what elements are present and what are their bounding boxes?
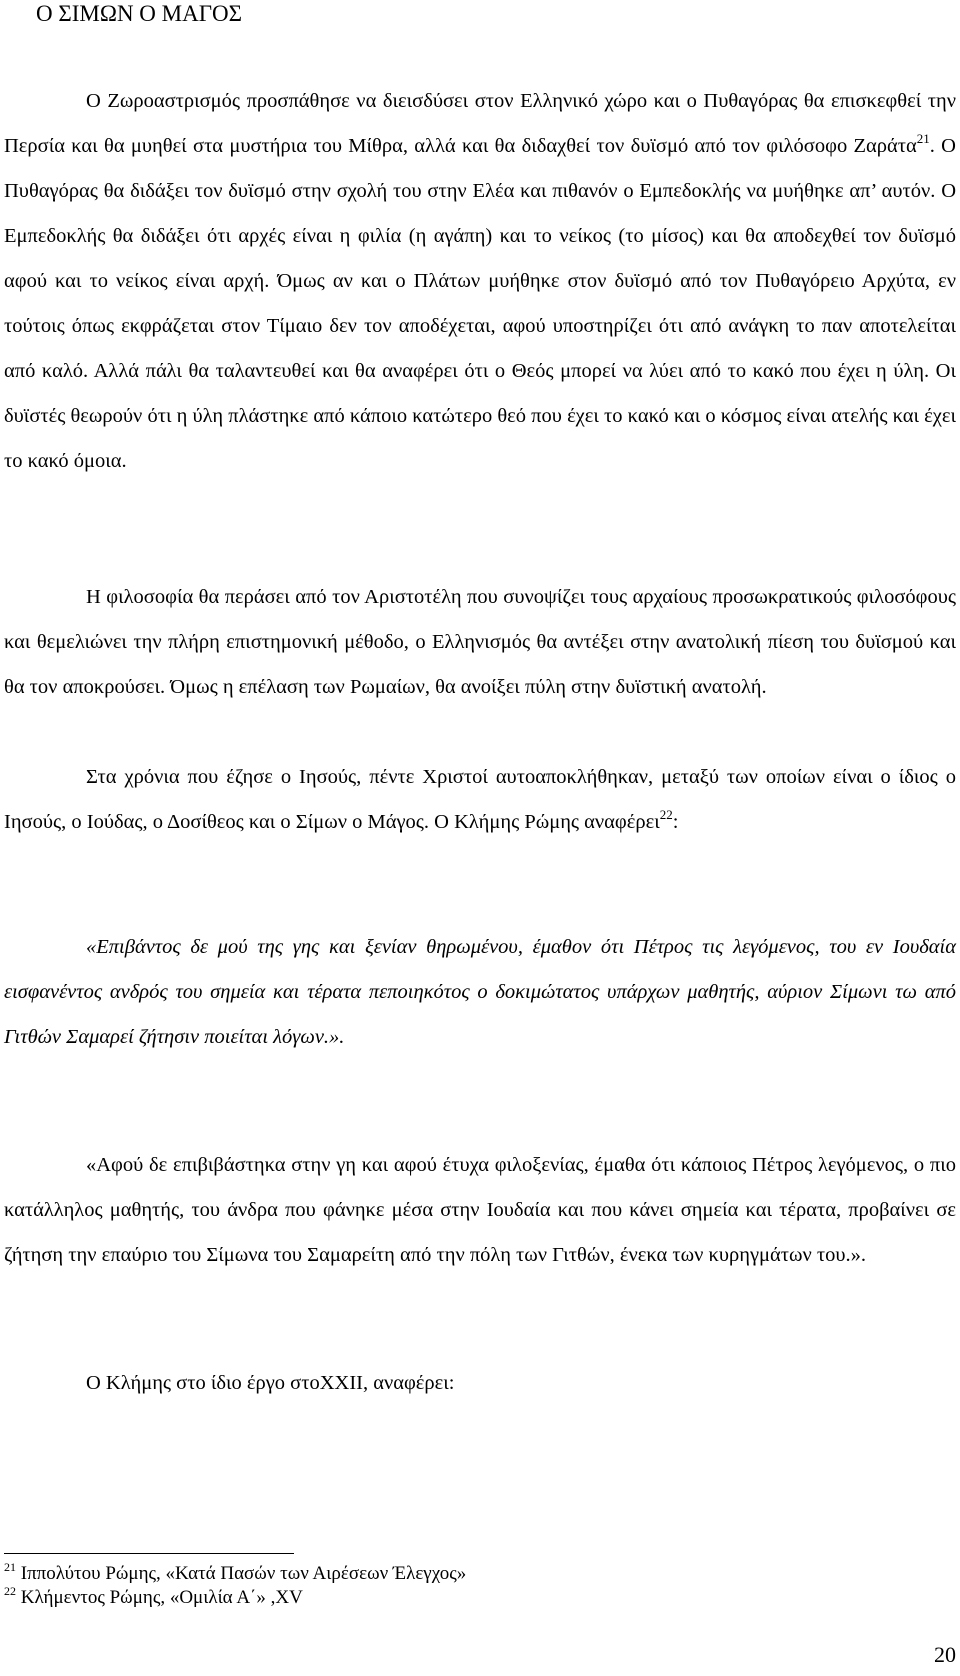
paragraph-five-christs [4, 755, 956, 845]
footnote-separator [4, 1553, 294, 1554]
page-title: Ο ΣΙΜΩΝ Ο ΜΑΓΟΣ [36, 1, 243, 26]
footnote-21 [4, 1560, 467, 1585]
footnote-number: 22 [4, 1584, 16, 1598]
paragraph-clement-xxii: Ο Κλήμης στο ίδιο έργο στοXXII, αναφέρει: [86, 1372, 455, 1394]
quote-original-greek: «Επιβάντος δε μού της γης και ξενίαν θηρωμένου, έμαθον ότι Πέτρος τις λεγόμενος, του εν Ιουδαία εισφανέντος ανδρός του σημεία και τέρατα πεποιηκότος ο δοκιμώτατος υπάρχων μαθητής, αύριον Σίμωνι τω από Γιτθών Σαμαρεί ζήτησιν ποιείται λόγων.». [4, 936, 956, 1048]
quote-translation: «Αφού δε επιβιβάστηκα στην γη και αφού έτυχα φιλοξενίας, έμαθα ότι κάποιος Πέτρος λεγόμενος, ο πιο κατάλληλος μαθητής, του άνδρα που φάνηκε μέσα στην Ιουδαία και που κάνει σημεία και τέρατα, προβαίνει σε ζήτηση την επαύριο του Σίμωνα του Σαμαρείτη από την πόλη των Γιτθών, ένεκα των κυρηγμάτων του.». [4, 1154, 956, 1266]
footnote-ref-21[interactable]: 21 [916, 131, 930, 146]
paragraph-philosophy: Η φιλοσοφία θα περάσει από τον Αριστοτέλη που συνοψίζει τους αρχαίους προσωκρατικούς φιλοσόφους και θεμελιώνει την πλήρη επιστημονική μέθοδο, ο Ελληνισμός θα αντέξει στην ανατολική πίεση του δυϊσμού και θα τον αποκρούσει. Όμως η επέλαση των Ρωμαίων, θα ανοίξει πύλη στην δυϊστική ανατολή. [4, 586, 956, 698]
footnote-text: Ιππολύτου Ρώμης, «Κατά Πασών των Αιρέσεων Έλεγχος» [16, 1563, 467, 1584]
paragraph-text: . Ο Πυθαγόρας θα διδάξει τον δυϊσμό στην σχολή του στην Ελέα και πιθανόν ο Εμπεδοκλής να μυήθηκε απ’ αυτόν. Ο Εμπεδοκλής θα διδάξει ότι αρχές είναι η φιλία (η αγάπη) και το νείκος (το μίσος) και θα αποδεχθεί τον δυϊσμό αφού και το νείκος είναι αρχή. Όμως αν και ο Πλάτων μυήθηκε στον δυϊσμό από τον Πυθαγόρειο Αρχύτα, εν τούτοις όπως εκφράζεται στον Τίμαιο δεν τον αποδέχεται, αφού υποστηρίζει ότι από ανάγκη το παν αποτελείται από καλό. Αλλά πάλι θα ταλαντευθεί και θα αναφέρει ότι ο Θεός μπορεί να λύει από το κακό που έχει η ύλη. Οι δυϊστές θεωρούν ότι η ύλη πλάστηκε από κάποιο κατώτερο θεό που έχει το κακό και ο κόσμος είναι ατελής και έχει το κακό όμοια. [4, 135, 956, 472]
footnote-ref-22[interactable]: 22 [659, 807, 673, 822]
paragraph-text: Στα χρόνια που έζησε ο Ιησούς, πέντε Χριστοί αυτοαποκλήθηκαν, μεταξύ των οποίων είναι ο ίδιος ο Ιησούς, ο Ιούδας, ο Δοσίθεος και ο Σίμων ο Μάγος. Ο Κλήμης Ρώμης αναφέρει [4, 766, 956, 833]
footnote-number: 21 [4, 1560, 16, 1574]
paragraph-text: : [672, 811, 679, 833]
paragraph-zoroastrianism [4, 79, 956, 484]
paragraph-text: Ο Ζωροαστρισμός προσπάθησε να διεισδύσει στον Ελληνικό χώρο και ο Πυθαγόρας θα επισκεφθεί την Περσία και θα μυηθεί στα μυστήρια του Μίθρα, αλλά και θα διδαχθεί τον δυϊσμό από τον φιλόσοφο Ζαράτα [4, 90, 956, 157]
footnote-22 [4, 1584, 303, 1609]
footnote-text: Κλήμεντος Ρώμης, «Ομιλία Α΄» ,XV [16, 1587, 303, 1608]
page-number: 20 [934, 1642, 956, 1667]
